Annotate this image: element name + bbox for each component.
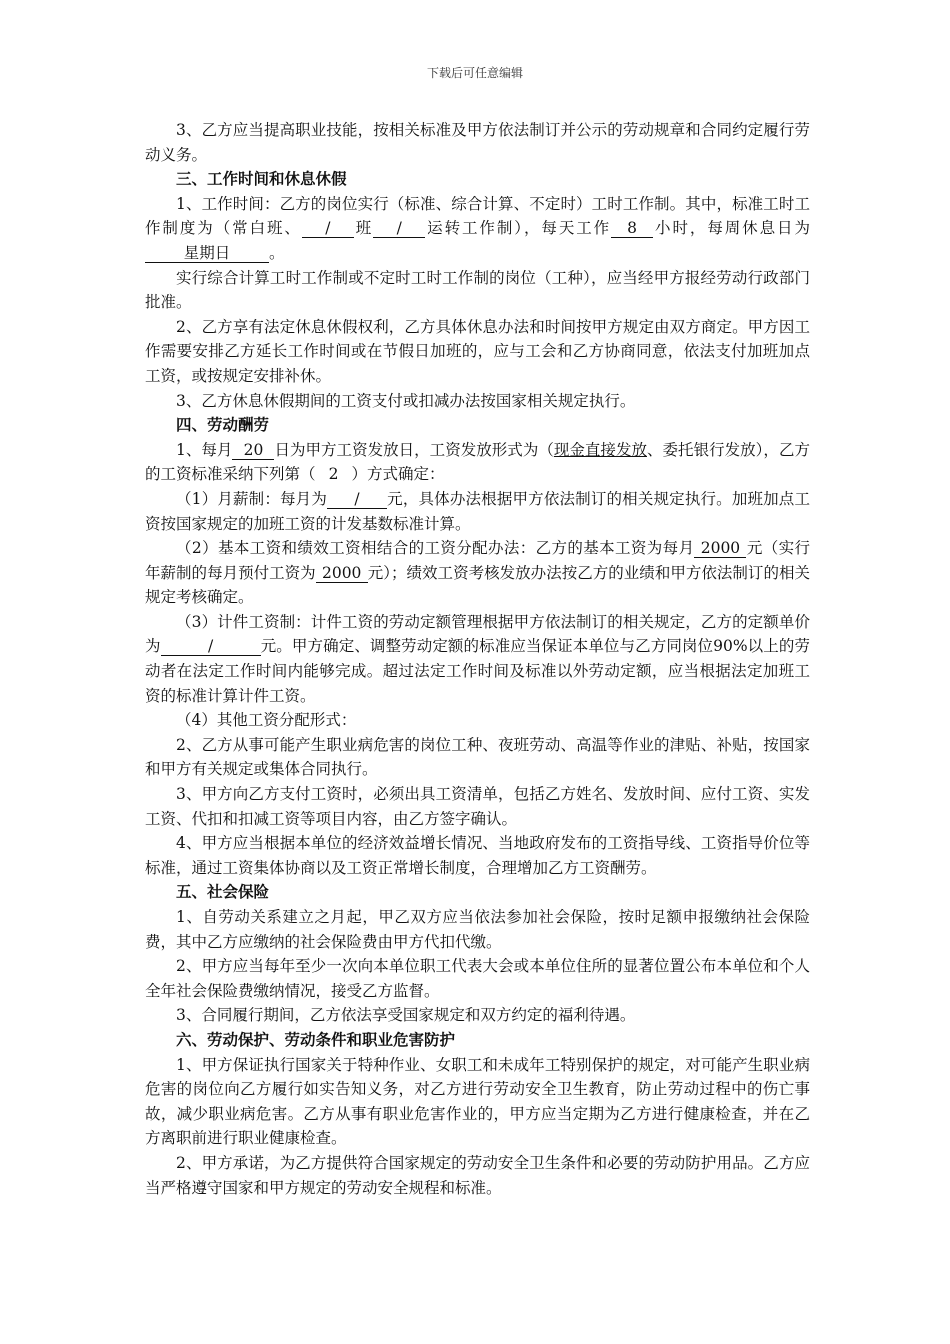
clause-3-1: 1、工作时间：乙方的岗位实行（标准、综合计算、不定时）工时工作制。其中，标准工时工作制度为（常白班、 / 班 / 运转工作制），每天工作 8 小时，每周休息日为星期日 。 [145, 194, 810, 262]
clause-4-2: 2、乙方从事可能产生职业病危害的岗位工种、夜班劳动、高温等作业的津贴、补贴，按国家和甲方有关规定或集体合同执行。 [145, 735, 810, 779]
selected-pay-form: 现金直接发放 [553, 440, 647, 459]
blank-prepaid-salary: 2000 [316, 564, 368, 583]
clause-4-1: 1、每月 20 日为甲方工资发放日，工资发放形式为（现金直接发放、委托银行发放），乙方的工资标准采纳下列第（ 2 ）方式确定： [145, 438, 810, 487]
section-heading-6: 六、劳动保护、劳动条件和职业危害防护 [176, 1029, 456, 1049]
clause-5-3: 3、合同履行期间，乙方依法享受国家规定和双方约定的福利待遇。 [176, 1006, 636, 1025]
blank-shift-1: / [302, 219, 354, 238]
clause-6-2: 2、甲方承诺，为乙方提供符合国家规定的劳动安全卫生条件和必要的劳动防护用品。乙方应当严格遵守国家和甲方规定的劳动安全规程和标准。 [145, 1153, 810, 1197]
blank-shift-2: / [373, 219, 425, 238]
clause-5-2: 2、甲方应当每年至少一次向本单位职工代表大会或本单位住所的显著位置公布本单位和个人全年社会保险费缴纳情况，接受乙方监督。 [145, 957, 810, 1000]
clause-3-2: 2、乙方享有法定休息休假权利，乙方具体休息办法和时间按甲方规定由双方商定。甲方因工作需要安排乙方延长工作时间或在节假日加班的，应与工会和乙方协商同意，依法支付加班加点工资，或按规定安排补休。 [145, 317, 810, 385]
clause-4-4: 4、甲方应当根据本单位的经济效益增长情况、当地政府发布的工资指导线、工资指导价位等标准，通过工资集体协商以及工资正常增长制度，合理增加乙方工资酬劳。 [145, 834, 810, 877]
blank-unit-price: / [161, 637, 261, 656]
blank-pay-way: 2 [328, 465, 339, 484]
blank-monthly-salary: / [327, 490, 387, 509]
clause-3-3: 3、乙方休息休假期间的工资支付或扣减办法按国家相关规定执行。 [176, 391, 636, 410]
blank-hours: 8 [611, 219, 653, 238]
contract-body [145, 118, 810, 1200]
clause-4-1-3: （3）计件工资制：计件工资的劳动定额管理根据甲方依法制订的相关规定，乙方的定额单价为 / 元。甲方确定、调整劳动定额的标准应当保证本单位与乙方同岗位90%以上的劳动者在法定工作时间内能够完成。超过法定工作时间及标准以外劳动定额，应当根据法定加班工资的标准计算计件工资。 [145, 612, 810, 705]
page-header: 下载后可任意编辑 [426, 66, 523, 80]
section-heading-3: 三、工作时间和休息休假 [176, 169, 347, 189]
clause-4-1-4: （4）其他工资分配形式： [176, 711, 357, 730]
clause-5-1: 1、自劳动关系建立之月起，甲乙双方应当依法参加社会保险，按时足额申报缴纳社会保险费，其中乙方应缴纳的社会保险费由甲方代扣代缴。 [145, 908, 810, 951]
clause-3-1-note: 实行综合计算工时工作制或不定时工时工作制的岗位（工种），应当经甲方报经劳动行政部门批准。 [145, 268, 810, 312]
clause-4-1-1: （1）月薪制：每月为 / 元，具体办法根据甲方依法制订的相关规定执行。加班加点工资按国家规定的加班工资的计发基数标准计算。 [145, 489, 810, 533]
clause-2-3: 3、乙方应当提高职业技能，按相关标准及甲方依法制订并公示的劳动规章和合同约定履行劳动义务。 [145, 121, 810, 164]
clause-4-3: 3、甲方向乙方支付工资时，必须出具工资清单，包括乙方姓名、发放时间、应付工资、实发工资、代扣和扣减工资等项目内容，由乙方签字确认。 [145, 785, 810, 828]
section-heading-5: 五、社会保险 [176, 882, 270, 902]
clause-6-1: 1、甲方保证执行国家关于特种作业、女职工和未成年工特别保护的规定，对可能产生职业病危害的岗位向乙方履行如实告知义务，对乙方进行劳动安全卫生教育，防止劳动过程中的伤亡事故，减少职业病危害。乙方从事有职业危害作业的，甲方应当定期为乙方进行健康检查，并在乙方离职前进行职业健康检查。 [145, 1055, 810, 1148]
blank-rest-day: 星期日 [145, 244, 269, 263]
blank-base-salary: 2000 [694, 539, 746, 558]
blank-pay-day: 20 [232, 441, 274, 460]
section-heading-4: 四、劳动酬劳 [176, 415, 270, 435]
clause-4-1-2: （2）基本工资和绩效工资相结合的工资分配办法：乙方的基本工资为每月 2000 元（实行年薪制的每月预付工资为 2000 元）；绩效工资考核发放办法按乙方的业绩和甲方依法制订的相关规定考核确定。 [145, 539, 810, 607]
